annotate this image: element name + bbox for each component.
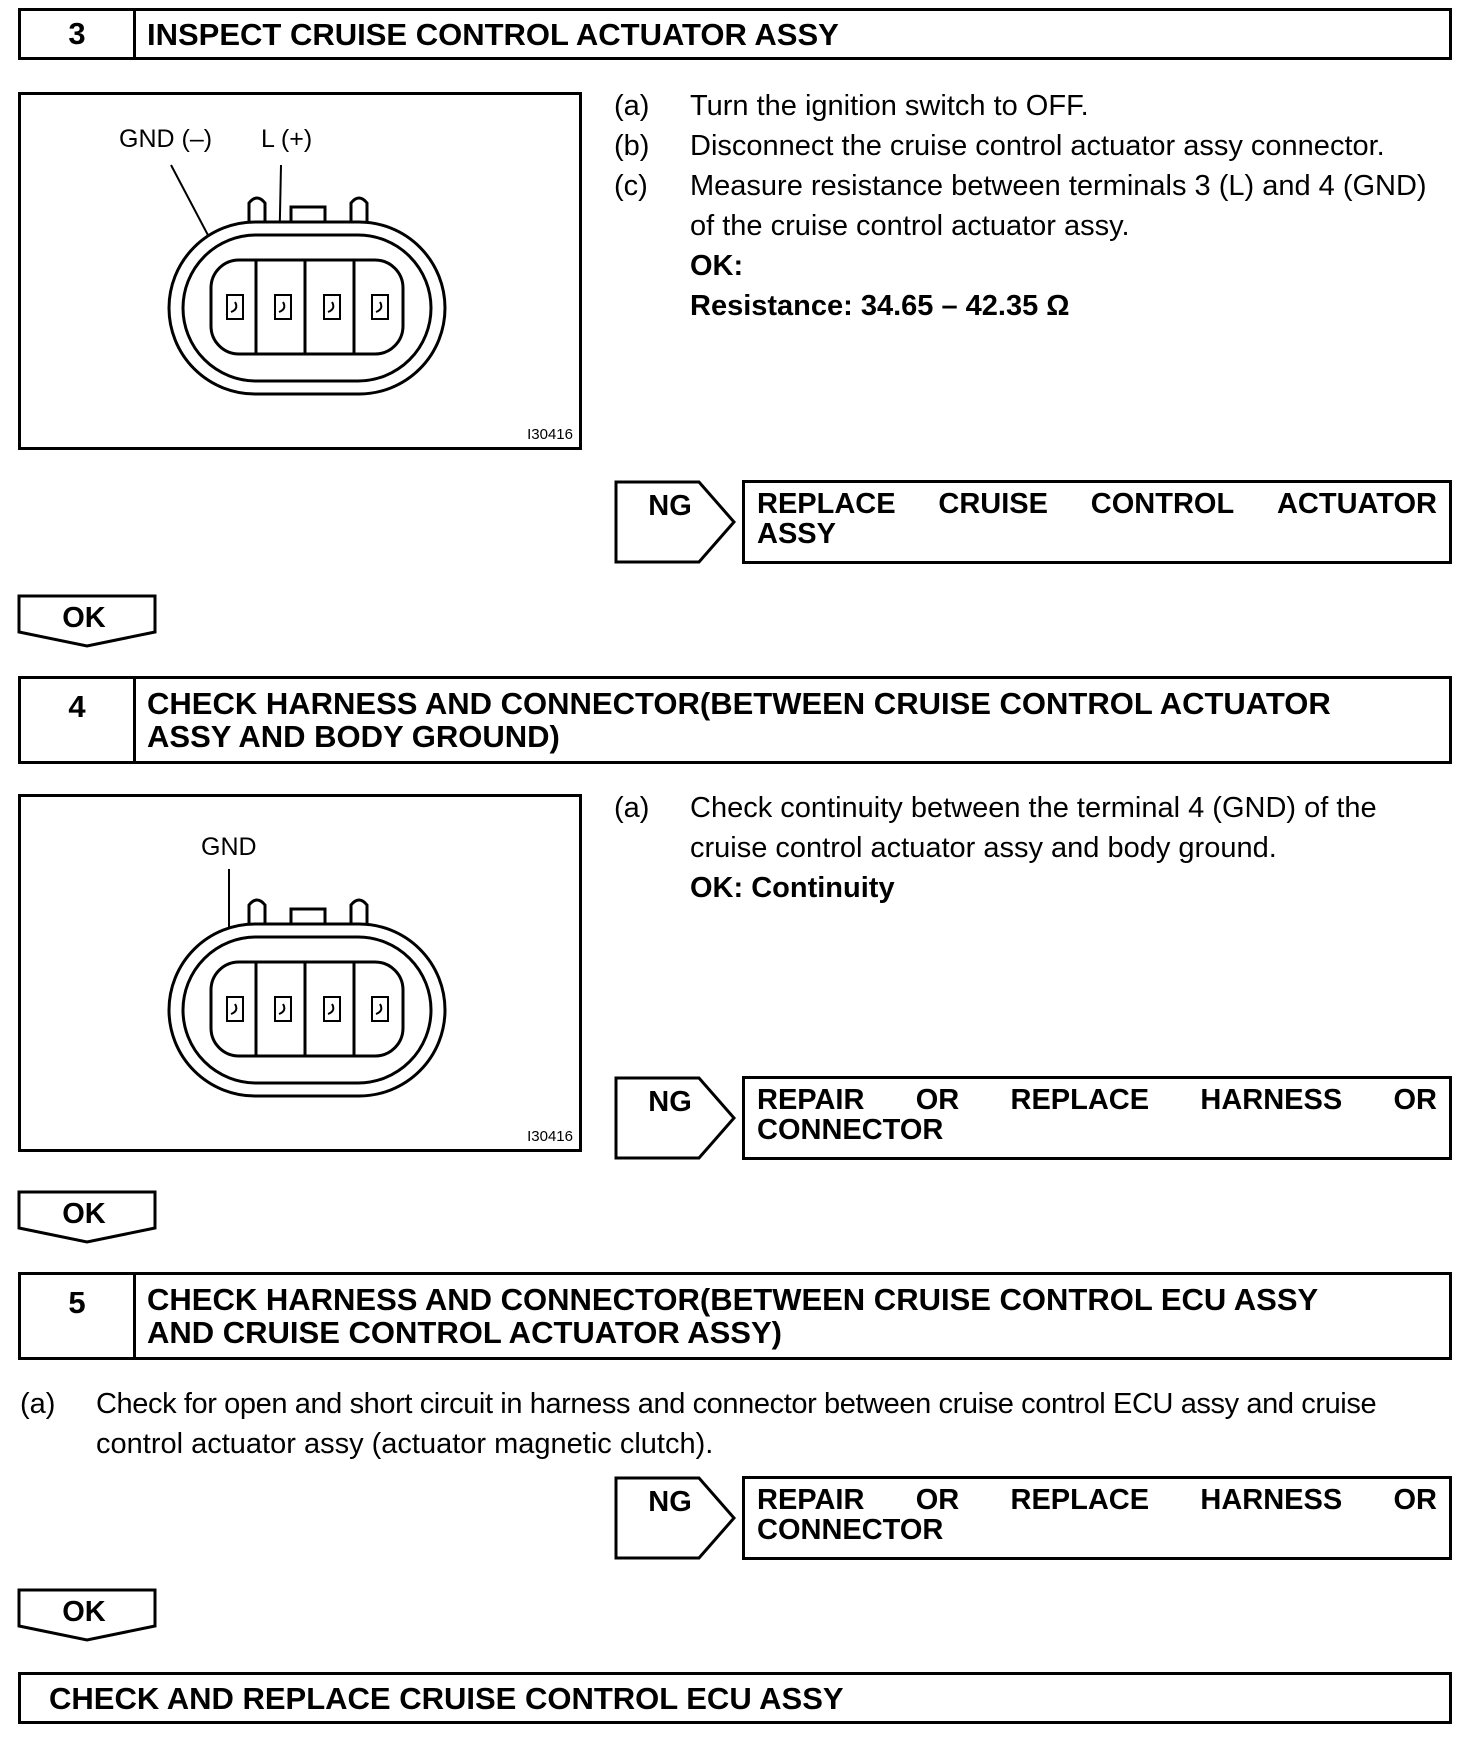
action-word: OR — [915, 1484, 960, 1516]
item-label: (a) — [20, 1388, 56, 1420]
action-line2: CONNECTOR — [757, 1514, 944, 1546]
item-text: control actuator assy (actuator magnetic clutch). — [96, 1428, 714, 1460]
step5-ok-label-arrow: OK — [62, 1596, 106, 1628]
action-word: REPLACE — [1010, 1484, 1150, 1516]
item-text: Check for open and short circuit in harness and connector between cruise control ECU assy and cruise — [96, 1388, 1377, 1420]
item-text: cruise control actuator assy and body ground. — [690, 832, 1277, 864]
step5-header — [18, 1272, 1452, 1360]
final-step-title — [49, 1675, 1429, 1721]
item-label: (a) — [614, 90, 650, 122]
step4-title-line2: ASSY AND BODY GROUND) — [147, 719, 560, 754]
connector-diagram — [21, 95, 581, 449]
final-step-box — [18, 1672, 1452, 1724]
step3-title-text: INSPECT CRUISE CONTROL ACTUATOR ASSY — [147, 16, 839, 52]
step3-instructions — [614, 86, 1454, 326]
action-word: OR — [915, 1084, 960, 1116]
action-word: OR — [1393, 1084, 1437, 1116]
ok-spec-label: OK: — [690, 250, 744, 282]
action-word: REPLACE — [1010, 1084, 1150, 1116]
item-text: Check continuity between the terminal 4 (GND) of the — [690, 792, 1377, 824]
step5-number: 5 — [21, 1275, 136, 1357]
step4-ok-label-arrow: OK — [62, 1198, 106, 1230]
step3-ng-label: NG — [648, 490, 692, 522]
step3-action-box — [742, 480, 1452, 564]
ok-spec-value: Resistance: 34.65 – 42.35 Ω — [690, 290, 1070, 322]
step4-title — [147, 679, 1429, 761]
ok-spec: OK: Continuity — [690, 872, 895, 904]
item-text: of the cruise control actuator assy. — [690, 210, 1130, 242]
final-title-text: CHECK AND REPLACE CRUISE CONTROL ECU ASSY — [49, 1680, 844, 1716]
step3-header — [18, 8, 1452, 60]
step4-header — [18, 676, 1452, 764]
action-word: CONTROL — [1090, 488, 1235, 520]
step4-ng-label: NG — [648, 1086, 692, 1118]
action-line1 — [757, 489, 1437, 519]
gnd-label: GND — [201, 833, 257, 861]
action-word: CRUISE — [938, 488, 1048, 520]
step3-ok-label-arrow: OK — [62, 602, 106, 634]
step5-ng-label: NG — [648, 1486, 692, 1518]
item-label: (c) — [614, 170, 648, 202]
figure-code: I30416 — [527, 1128, 573, 1145]
l-label: L (+) — [261, 125, 313, 153]
step4-action-box — [742, 1076, 1452, 1160]
action-line2: CONNECTOR — [757, 1114, 944, 1146]
step4-figure — [18, 794, 582, 1152]
step3-figure — [18, 92, 582, 450]
action-word: HARNESS — [1200, 1084, 1343, 1116]
action-word: HARNESS — [1200, 1484, 1343, 1516]
action-line1 — [757, 1485, 1437, 1515]
action-word: REPAIR — [757, 1484, 865, 1516]
step4-title-line1: CHECK HARNESS AND CONNECTOR(BETWEEN CRUISE CONTROL ACTUATOR — [147, 686, 1331, 721]
step5-title — [147, 1275, 1429, 1357]
action-word: REPLACE — [757, 488, 896, 520]
action-line2: ASSY — [757, 518, 836, 550]
step5-action-box — [742, 1476, 1452, 1560]
step4-instructions — [614, 788, 1454, 918]
action-word: REPAIR — [757, 1084, 865, 1116]
item-label: (b) — [614, 130, 650, 162]
connector-diagram — [21, 797, 581, 1151]
step5-title-line1: CHECK HARNESS AND CONNECTOR(BETWEEN CRUISE CONTROL ECU ASSY — [147, 1282, 1319, 1317]
gnd-label: GND (–) — [119, 125, 213, 153]
item-text: Measure resistance between terminals 3 (L) and 4 (GND) — [690, 170, 1427, 202]
item-text: Turn the ignition switch to OFF. — [690, 90, 1089, 122]
step4-number: 4 — [21, 679, 136, 761]
step5-title-line2: AND CRUISE CONTROL ACTUATOR ASSY) — [147, 1315, 782, 1350]
action-line1 — [757, 1085, 1437, 1115]
step5-instructions — [20, 1384, 1454, 1468]
item-text: Disconnect the cruise control actuator assy connector. — [690, 130, 1385, 162]
action-word: ACTUATOR — [1276, 488, 1437, 520]
figure-code: I30416 — [527, 426, 573, 443]
step3-number: 3 — [21, 11, 136, 57]
item-label: (a) — [614, 792, 650, 824]
action-word: OR — [1393, 1484, 1437, 1516]
step3-title — [147, 11, 1429, 57]
